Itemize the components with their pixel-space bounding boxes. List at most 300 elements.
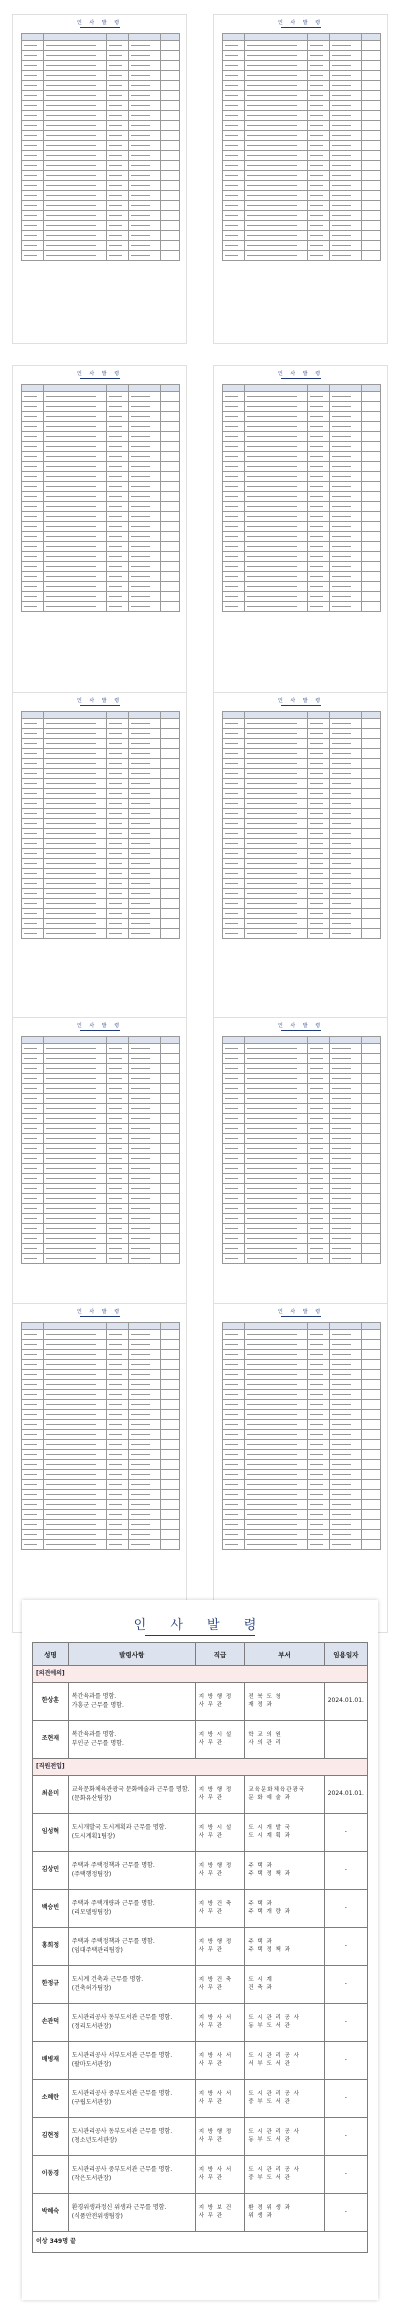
thumb-cell xyxy=(223,1480,245,1490)
thumb-cell xyxy=(330,1054,362,1064)
text-placeholder xyxy=(247,1068,297,1070)
table-row xyxy=(33,1776,368,1814)
thumb-title: 인 사 발 령 xyxy=(76,20,123,26)
text-placeholder xyxy=(332,1414,350,1416)
thumb-cell xyxy=(44,1214,107,1224)
thumb-row xyxy=(223,1174,381,1184)
thumb-cell xyxy=(22,582,44,592)
thumb-cell xyxy=(362,929,381,939)
text-placeholder xyxy=(310,853,323,855)
text-placeholder xyxy=(225,753,238,755)
thumb-cell xyxy=(308,889,330,899)
text-placeholder xyxy=(225,1158,238,1160)
thumb-cell xyxy=(129,909,161,919)
thumb-row xyxy=(223,532,381,542)
text-placeholder xyxy=(247,586,297,588)
table-row xyxy=(33,2004,368,2042)
page-thumb-6[interactable] xyxy=(213,692,388,1022)
thumb-row xyxy=(223,1154,381,1164)
text-placeholder xyxy=(46,1118,96,1120)
thumb-cell xyxy=(107,1164,129,1174)
thumb-cell xyxy=(308,1074,330,1084)
page-thumb-10[interactable] xyxy=(213,1303,388,1633)
thumb-row xyxy=(22,729,180,739)
thumb-row xyxy=(22,502,180,512)
text-placeholder xyxy=(109,1168,122,1170)
text-placeholder xyxy=(225,1344,238,1346)
thumb-row xyxy=(223,131,381,141)
text-placeholder xyxy=(247,1218,297,1220)
text-placeholder xyxy=(225,85,238,87)
thumb-cell xyxy=(161,241,180,251)
text-placeholder xyxy=(225,45,238,47)
thumb-cell xyxy=(161,1500,180,1510)
thumb-row xyxy=(22,809,180,819)
thumb-row xyxy=(22,34,180,41)
text-placeholder xyxy=(24,763,37,765)
thumb-cell xyxy=(107,809,129,819)
thumb-cell xyxy=(308,492,330,502)
thumb-cell xyxy=(362,141,381,151)
text-placeholder xyxy=(225,496,238,498)
text-placeholder xyxy=(109,1198,122,1200)
thumb-row xyxy=(22,201,180,211)
thumb-row xyxy=(223,1164,381,1174)
thumb-cell xyxy=(308,1460,330,1470)
text-placeholder xyxy=(46,1524,96,1526)
text-placeholder xyxy=(24,175,37,177)
thumb-cell xyxy=(129,522,161,532)
thumb-cell xyxy=(223,412,245,422)
thumb-cell xyxy=(22,1134,44,1144)
text-placeholder xyxy=(225,903,238,905)
thumb-row xyxy=(22,1074,180,1084)
text-placeholder xyxy=(131,723,149,725)
thumb-cell xyxy=(129,462,161,472)
text-placeholder xyxy=(310,396,323,398)
thumb-cell xyxy=(362,769,381,779)
text-placeholder xyxy=(310,1248,323,1250)
thumb-row xyxy=(223,899,381,909)
text-placeholder xyxy=(310,1138,323,1140)
thumb-cell xyxy=(362,1350,381,1360)
thumb-cell xyxy=(362,91,381,101)
thumb-cell xyxy=(308,1037,330,1044)
text-placeholder xyxy=(225,536,238,538)
cell-orders: 환경위생과정신 위생과 근무를 명함. (식품안전위생팀장) xyxy=(68,2194,195,2232)
thumb-cell xyxy=(330,1254,362,1264)
text-placeholder xyxy=(24,1048,37,1050)
thumb-cell xyxy=(107,231,129,241)
thumb-cell xyxy=(223,1440,245,1450)
text-placeholder xyxy=(131,1238,149,1240)
thumb-row xyxy=(22,909,180,919)
thumb-cell xyxy=(22,1144,44,1154)
text-placeholder xyxy=(332,165,350,167)
thumb-cell xyxy=(362,1094,381,1104)
thumb-cell xyxy=(308,582,330,592)
thumb-cell xyxy=(330,151,362,161)
text-placeholder xyxy=(247,1334,297,1336)
table-row xyxy=(33,2080,368,2118)
text-placeholder xyxy=(24,105,37,107)
thumb-cell xyxy=(308,1520,330,1530)
text-placeholder xyxy=(24,95,37,97)
thumb-cell xyxy=(107,602,129,612)
thumb-cell xyxy=(362,869,381,879)
thumb-cell xyxy=(107,1094,129,1104)
thumb-row xyxy=(22,869,180,879)
text-placeholder xyxy=(225,446,238,448)
text-placeholder xyxy=(131,763,149,765)
thumb-cell xyxy=(22,809,44,819)
thumb-row xyxy=(22,111,180,121)
text-placeholder xyxy=(225,883,238,885)
text-placeholder xyxy=(24,1228,37,1230)
thumb-cell xyxy=(245,1054,308,1064)
thumb-cell xyxy=(223,1164,245,1174)
thumb-cell xyxy=(44,422,107,432)
text-placeholder xyxy=(109,506,122,508)
text-placeholder xyxy=(332,1424,350,1426)
thumb-cell xyxy=(107,241,129,251)
thumb-cell xyxy=(245,1340,308,1350)
thumb-cell xyxy=(308,1104,330,1114)
thumb-cell xyxy=(308,1254,330,1264)
text-placeholder xyxy=(131,1374,149,1376)
thumb-cell xyxy=(129,1380,161,1390)
thumb-cell xyxy=(223,1520,245,1530)
text-placeholder xyxy=(46,1208,96,1210)
text-placeholder xyxy=(310,185,323,187)
thumb-cell xyxy=(362,462,381,472)
thumb-cell xyxy=(245,1134,308,1144)
thumb-cell xyxy=(44,1224,107,1234)
thumb-cell xyxy=(223,789,245,799)
thumb-cell xyxy=(330,1460,362,1470)
text-placeholder xyxy=(332,255,350,257)
thumb-cell xyxy=(245,91,308,101)
thumb-cell xyxy=(161,839,180,849)
thumb-cell xyxy=(107,161,129,171)
thumb-cell xyxy=(129,1350,161,1360)
text-placeholder xyxy=(247,105,297,107)
thumb-cell xyxy=(44,221,107,231)
thumb-cell xyxy=(308,1470,330,1480)
col-dept: 부서 xyxy=(245,1643,324,1666)
cell-date: 2024.01.01. xyxy=(324,1776,367,1814)
text-placeholder xyxy=(46,1168,96,1170)
thumb-cell xyxy=(107,1460,129,1470)
text-placeholder xyxy=(225,606,238,608)
cell-orders: 도시관리공사 동부도서관 근무를 명함. (청소년도서관장) xyxy=(68,2118,195,2156)
text-placeholder xyxy=(332,1544,350,1546)
thumb-row xyxy=(223,422,381,432)
thumb-cell xyxy=(107,869,129,879)
text-placeholder xyxy=(46,933,96,935)
thumb-cell xyxy=(245,712,308,719)
thumb-row xyxy=(22,1254,180,1264)
text-placeholder xyxy=(46,1464,96,1466)
thumb-cell xyxy=(22,221,44,231)
thumb-cell xyxy=(330,1114,362,1124)
cell-date xyxy=(324,1721,367,1759)
thumb-cell xyxy=(22,1530,44,1540)
thumb-cell xyxy=(22,1390,44,1400)
thumb-cell xyxy=(223,889,245,899)
thumb-cell xyxy=(362,899,381,909)
cell-name: 최윤미 xyxy=(33,1776,69,1814)
text-placeholder xyxy=(24,1088,37,1090)
thumb-cell xyxy=(22,1214,44,1224)
cell-name: 손관덕 xyxy=(33,2004,69,2042)
text-placeholder xyxy=(247,1118,297,1120)
page-thumb-2[interactable] xyxy=(213,14,388,344)
thumb-cell xyxy=(22,1044,44,1054)
text-placeholder xyxy=(247,516,297,518)
text-placeholder xyxy=(131,1178,149,1180)
thumb-cell xyxy=(245,1530,308,1540)
text-placeholder xyxy=(131,175,149,177)
thumb-cell xyxy=(223,51,245,61)
text-placeholder xyxy=(332,1454,350,1456)
thumb-cell xyxy=(362,1520,381,1530)
text-placeholder xyxy=(46,506,96,508)
thumb-cell xyxy=(44,1330,107,1340)
text-placeholder xyxy=(310,893,323,895)
thumb-cell xyxy=(245,829,308,839)
text-placeholder xyxy=(109,1474,122,1476)
thumb-cell xyxy=(362,41,381,51)
text-placeholder xyxy=(46,1078,96,1080)
thumb-cell xyxy=(245,402,308,412)
thumb-cell xyxy=(107,1410,129,1420)
thumb-row xyxy=(223,121,381,131)
text-placeholder xyxy=(46,763,96,765)
thumb-cell xyxy=(107,572,129,582)
text-placeholder xyxy=(46,45,96,47)
thumb-table xyxy=(222,33,381,261)
thumb-cell xyxy=(44,111,107,121)
thumb-cell xyxy=(107,1530,129,1540)
text-placeholder xyxy=(24,1524,37,1526)
thumb-cell xyxy=(22,1510,44,1520)
text-placeholder xyxy=(225,1494,238,1496)
thumb-cell xyxy=(223,422,245,432)
thumb-cell xyxy=(308,161,330,171)
thumb-cell xyxy=(362,879,381,889)
thumb-cell xyxy=(308,1530,330,1540)
text-placeholder xyxy=(247,1364,297,1366)
thumb-cell xyxy=(129,1224,161,1234)
thumb-row xyxy=(22,1124,180,1134)
text-placeholder xyxy=(131,65,149,67)
thumb-row xyxy=(223,879,381,889)
thumb-row xyxy=(223,1420,381,1430)
text-placeholder xyxy=(109,903,122,905)
thumb-cell xyxy=(129,759,161,769)
thumb-cell xyxy=(44,1234,107,1244)
page-thumb-3[interactable] xyxy=(12,365,187,695)
thumb-row xyxy=(223,1330,381,1340)
thumb-cell xyxy=(223,602,245,612)
thumb-cell xyxy=(330,909,362,919)
text-placeholder xyxy=(109,1514,122,1516)
thumb-cell xyxy=(22,191,44,201)
text-placeholder xyxy=(46,155,96,157)
page-thumb-8[interactable] xyxy=(213,1017,388,1347)
thumb-cell xyxy=(362,422,381,432)
text-placeholder xyxy=(24,205,37,207)
text-placeholder xyxy=(109,1494,122,1496)
thumb-cell xyxy=(129,1154,161,1164)
page-thumb-1[interactable] xyxy=(12,14,187,344)
text-placeholder xyxy=(131,1484,149,1486)
text-placeholder xyxy=(225,1434,238,1436)
thumb-cell xyxy=(161,1044,180,1054)
page-thumb-5[interactable] xyxy=(12,692,187,1022)
text-placeholder xyxy=(24,446,37,448)
thumb-cell xyxy=(362,1340,381,1350)
cell-orders: 도시관리공사 동부도서관 근무를 명함. (정리도서관장) xyxy=(68,2004,195,2042)
text-placeholder xyxy=(24,225,37,227)
thumb-cell xyxy=(44,61,107,71)
thumb-cell xyxy=(129,181,161,191)
cell-orders: 도시개발국 도시계획과 근무를 명함. (도시계획1팀장) xyxy=(68,1814,195,1852)
thumb-cell xyxy=(330,1037,362,1044)
thumb-cell xyxy=(22,1224,44,1234)
thumb-cell xyxy=(362,1124,381,1134)
thumb-row xyxy=(223,1450,381,1460)
cell-dept: 도 시 관 리 공 사 동 부 도 서 관 xyxy=(245,2118,324,2156)
text-placeholder xyxy=(131,873,149,875)
page-thumb-9[interactable] xyxy=(12,1303,187,1633)
thumb-title-rule xyxy=(80,1030,120,1031)
text-placeholder xyxy=(247,1474,297,1476)
thumb-cell xyxy=(330,101,362,111)
text-placeholder xyxy=(332,75,350,77)
text-placeholder xyxy=(109,1048,122,1050)
thumb-row xyxy=(22,81,180,91)
thumb-cell xyxy=(330,512,362,522)
thumb-row xyxy=(22,522,180,532)
text-placeholder xyxy=(24,406,37,408)
text-placeholder xyxy=(131,853,149,855)
thumb-cell xyxy=(107,51,129,61)
text-placeholder xyxy=(225,1334,238,1336)
thumb-cell xyxy=(22,1037,44,1044)
thumb-cell xyxy=(245,1400,308,1410)
text-placeholder xyxy=(109,1088,122,1090)
thumb-table xyxy=(21,1036,180,1264)
thumb-cell xyxy=(107,719,129,729)
thumb-cell xyxy=(245,432,308,442)
thumb-cell xyxy=(308,1410,330,1420)
text-placeholder xyxy=(332,95,350,97)
thumb-cell xyxy=(22,211,44,221)
thumb-cell xyxy=(107,1390,129,1400)
thumb-cell xyxy=(223,1323,245,1330)
thumb-cell xyxy=(44,1254,107,1264)
thumb-row xyxy=(223,392,381,402)
text-placeholder xyxy=(24,1068,37,1070)
thumb-cell xyxy=(308,552,330,562)
text-placeholder xyxy=(109,883,122,885)
text-placeholder xyxy=(109,1364,122,1366)
text-placeholder xyxy=(310,773,323,775)
text-placeholder xyxy=(310,606,323,608)
thumb-cell xyxy=(245,1044,308,1054)
thumb-cell xyxy=(308,1350,330,1360)
thumb-cell xyxy=(107,1370,129,1380)
thumb-cell xyxy=(107,422,129,432)
text-placeholder xyxy=(46,406,96,408)
text-placeholder xyxy=(46,1098,96,1100)
thumb-cell xyxy=(22,1244,44,1254)
text-placeholder xyxy=(247,1454,297,1456)
text-placeholder xyxy=(46,165,96,167)
thumb-cell xyxy=(161,1224,180,1234)
text-placeholder xyxy=(247,195,297,197)
text-placeholder xyxy=(109,596,122,598)
thumb-cell xyxy=(330,402,362,412)
text-placeholder xyxy=(109,1344,122,1346)
thumb-cell xyxy=(44,1054,107,1064)
thumb-cell xyxy=(308,101,330,111)
thumb-cell xyxy=(362,859,381,869)
thumb-cell xyxy=(223,1184,245,1194)
thumb-cell xyxy=(107,739,129,749)
thumb-cell xyxy=(44,151,107,161)
page-thumb-7[interactable] xyxy=(12,1017,187,1347)
thumb-cell xyxy=(330,71,362,81)
text-placeholder xyxy=(332,155,350,157)
thumb-cell xyxy=(161,1370,180,1380)
thumb-cell xyxy=(107,582,129,592)
table-row xyxy=(33,2156,368,2194)
thumb-cell xyxy=(22,1114,44,1124)
page-thumb-4[interactable] xyxy=(213,365,388,695)
text-placeholder xyxy=(310,205,323,207)
thumb-cell xyxy=(330,1194,362,1204)
text-placeholder xyxy=(332,596,350,598)
thumb-cell xyxy=(245,769,308,779)
text-placeholder xyxy=(131,1504,149,1506)
thumb-cell xyxy=(308,769,330,779)
thumb-row xyxy=(223,1064,381,1074)
thumb-cell xyxy=(22,1323,44,1330)
thumb-cell xyxy=(223,131,245,141)
thumb-cell xyxy=(245,759,308,769)
thumb-row xyxy=(22,1390,180,1400)
thumb-cell xyxy=(223,1054,245,1064)
thumb-cell xyxy=(107,879,129,889)
thumb-cell xyxy=(308,1234,330,1244)
text-placeholder xyxy=(247,1198,297,1200)
text-placeholder xyxy=(46,1404,96,1406)
text-placeholder xyxy=(247,576,297,578)
thumb-cell xyxy=(330,779,362,789)
thumb-cell xyxy=(107,1234,129,1244)
thumb-cell xyxy=(223,1410,245,1420)
text-placeholder xyxy=(247,883,297,885)
text-placeholder xyxy=(247,1484,297,1486)
text-placeholder xyxy=(247,913,297,915)
thumb-cell xyxy=(161,799,180,809)
thumb-cell xyxy=(107,522,129,532)
text-placeholder xyxy=(225,793,238,795)
thumb-cell xyxy=(44,552,107,562)
